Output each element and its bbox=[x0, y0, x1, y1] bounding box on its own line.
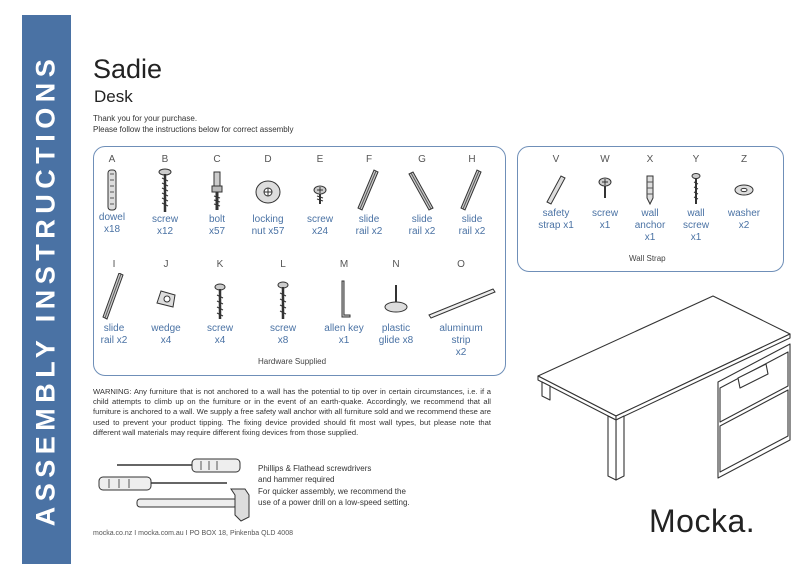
part-d bbox=[246, 154, 290, 238]
part-label: slide bbox=[461, 214, 483, 225]
part-qty: x4 bbox=[160, 335, 172, 346]
part-qty: x4 bbox=[214, 335, 226, 346]
part-a bbox=[95, 154, 129, 236]
part-letter: B bbox=[161, 154, 169, 165]
part-letter: F bbox=[365, 154, 373, 165]
part-qty: screw bbox=[682, 220, 710, 231]
part-label: screw bbox=[151, 214, 179, 225]
glide-icon bbox=[381, 273, 411, 323]
desk-illustration bbox=[528, 290, 796, 482]
slide-rail-icon bbox=[354, 168, 384, 214]
slide-rail-icon bbox=[407, 168, 437, 214]
warning-text: WARNING: Any furniture that is not anchored to a wall has the potential to tip over in certain circumstances, i.e. if a child attempts to climb up on the furniture or in the event of an earth-quake. Accordingly, we recommend that all furniture is anchored to a wall. We supply a free safety wall anchor with all furniture sold and we recommend these are used to prevent your product tipping. The fixing device provided should fit most wall types, but please note that different wall materials may require different fixing devices from those supplied. bbox=[93, 387, 491, 437]
part-letter: G bbox=[418, 154, 426, 165]
part-qty: x57 bbox=[208, 226, 226, 237]
footer-contact: mocka.co.nz I mocka.com.au I PO BOX 18, Pinkenba QLD 4008 bbox=[93, 530, 293, 537]
bolt-icon bbox=[210, 168, 224, 214]
wall-screw-icon bbox=[686, 168, 706, 208]
part-qty: nut x57 bbox=[251, 226, 285, 237]
brand-logo: Mocka. bbox=[649, 503, 756, 539]
part-b bbox=[145, 154, 185, 238]
tools-line-2: and hammer required bbox=[258, 474, 335, 484]
part-qty: x8 bbox=[277, 335, 289, 346]
part-z bbox=[724, 154, 764, 232]
part-qty: rail x2 bbox=[355, 226, 383, 237]
part-label: screw bbox=[269, 323, 297, 334]
part-letter: I bbox=[112, 259, 116, 270]
part-v bbox=[533, 154, 579, 232]
part-g bbox=[400, 154, 444, 238]
part-qty: strip bbox=[451, 335, 471, 346]
tools-illustration bbox=[97, 455, 257, 527]
flathead-screwdriver-icon bbox=[117, 459, 240, 472]
tools-required-text bbox=[258, 464, 371, 485]
part-letter: W bbox=[600, 154, 610, 165]
hammer-icon bbox=[137, 489, 249, 521]
part-letter: N bbox=[392, 259, 400, 270]
part-letter: A bbox=[108, 154, 116, 165]
part-label: slide bbox=[103, 323, 125, 334]
phillips-screwdriver-icon bbox=[99, 477, 227, 490]
part-y bbox=[678, 154, 714, 244]
screw-icon bbox=[158, 168, 172, 214]
part-letter: Y bbox=[692, 154, 700, 165]
screw-icon bbox=[213, 273, 227, 323]
part-qty: rail x2 bbox=[408, 226, 436, 237]
part-qty: x2 bbox=[738, 220, 750, 231]
product-subtitle: Desk bbox=[94, 87, 133, 106]
allen-key-icon bbox=[332, 273, 356, 323]
part-label: locking bbox=[252, 214, 284, 225]
part-letter: Z bbox=[740, 154, 748, 165]
tools-line-4: use of a power drill on a low-speed setting. bbox=[258, 497, 410, 507]
part-label: screw bbox=[206, 323, 234, 334]
part-label: wall bbox=[687, 208, 705, 219]
part-o bbox=[423, 259, 499, 359]
part-qty: glide x8 bbox=[378, 335, 414, 346]
part-qty: x24 bbox=[311, 226, 329, 237]
part-qty: x18 bbox=[103, 224, 121, 235]
screw-icon bbox=[276, 273, 290, 323]
part-k bbox=[200, 259, 240, 347]
part-qty: x12 bbox=[156, 226, 174, 237]
part-letter: O bbox=[457, 259, 465, 270]
part-n bbox=[374, 259, 418, 347]
sidebar-title: ASSEMBLY INSTRUCTIONS bbox=[30, 53, 61, 527]
part-label: bolt bbox=[208, 214, 226, 225]
part-l bbox=[263, 259, 303, 347]
part-qty-extra: x1 bbox=[690, 232, 702, 243]
intro-text bbox=[93, 113, 294, 135]
tools-line-3: For quicker assembly, we recommend the bbox=[258, 487, 406, 496]
part-e bbox=[300, 154, 340, 238]
intro-line-2: Please follow the instructions below for correct assembly bbox=[93, 125, 294, 134]
part-label: screw bbox=[306, 214, 334, 225]
part-label: plastic bbox=[381, 323, 411, 334]
cam-lock-icon bbox=[253, 168, 283, 214]
part-letter: J bbox=[163, 259, 169, 270]
washer-icon bbox=[732, 168, 756, 208]
part-letter: K bbox=[216, 259, 224, 270]
part-f bbox=[347, 154, 391, 238]
part-label: slide bbox=[358, 214, 380, 225]
wedge-icon bbox=[151, 273, 181, 323]
part-qty: rail x2 bbox=[100, 335, 128, 346]
product-title: Sadie bbox=[93, 54, 163, 84]
wall-strap-caption: Wall Strap bbox=[629, 254, 666, 263]
tools-line-1: Phillips & Flathead screwdrivers bbox=[258, 464, 372, 473]
part-letter: C bbox=[213, 154, 221, 165]
intro-line-1: Thank you for your purchase. bbox=[93, 114, 198, 123]
part-letter: D bbox=[264, 154, 272, 165]
part-i bbox=[96, 259, 132, 347]
part-letter: M bbox=[339, 259, 349, 270]
safety-strap-icon bbox=[541, 168, 571, 208]
part-label: aluminum bbox=[439, 323, 483, 334]
slide-rail-icon bbox=[457, 168, 487, 214]
aluminum-strip-icon bbox=[425, 273, 497, 323]
part-qty: anchor bbox=[634, 220, 666, 231]
part-label: wedge bbox=[151, 323, 181, 334]
screw-icon bbox=[310, 168, 330, 214]
part-label: dowel bbox=[98, 212, 126, 223]
drill-recommendation-text bbox=[258, 487, 410, 508]
part-label: washer bbox=[727, 208, 761, 219]
part-qty: rail x2 bbox=[458, 226, 486, 237]
part-letter: L bbox=[280, 259, 286, 270]
part-label: slide bbox=[411, 214, 433, 225]
part-h bbox=[450, 154, 494, 238]
part-qty-extra: x2 bbox=[455, 347, 467, 358]
part-letter: E bbox=[316, 154, 324, 165]
dowel-icon bbox=[105, 168, 119, 212]
part-label: wall bbox=[641, 208, 659, 219]
slide-rail-icon bbox=[99, 273, 129, 323]
part-qty-extra: x1 bbox=[644, 232, 656, 243]
screw-icon bbox=[595, 168, 615, 208]
part-qty: x1 bbox=[338, 335, 350, 346]
part-label: screw bbox=[591, 208, 619, 219]
hardware-caption: Hardware Supplied bbox=[258, 357, 327, 366]
part-label: safety bbox=[542, 208, 570, 219]
part-j bbox=[146, 259, 186, 347]
part-qty: strap x1 bbox=[538, 220, 574, 231]
part-w bbox=[587, 154, 623, 232]
part-label: allen key bbox=[324, 323, 364, 334]
part-c bbox=[200, 154, 234, 238]
part-x bbox=[632, 154, 668, 244]
part-m bbox=[318, 259, 370, 347]
wall-anchor-icon bbox=[640, 168, 660, 208]
part-letter: X bbox=[646, 154, 654, 165]
part-letter: V bbox=[552, 154, 560, 165]
part-qty: x1 bbox=[599, 220, 611, 231]
part-letter: H bbox=[468, 154, 476, 165]
